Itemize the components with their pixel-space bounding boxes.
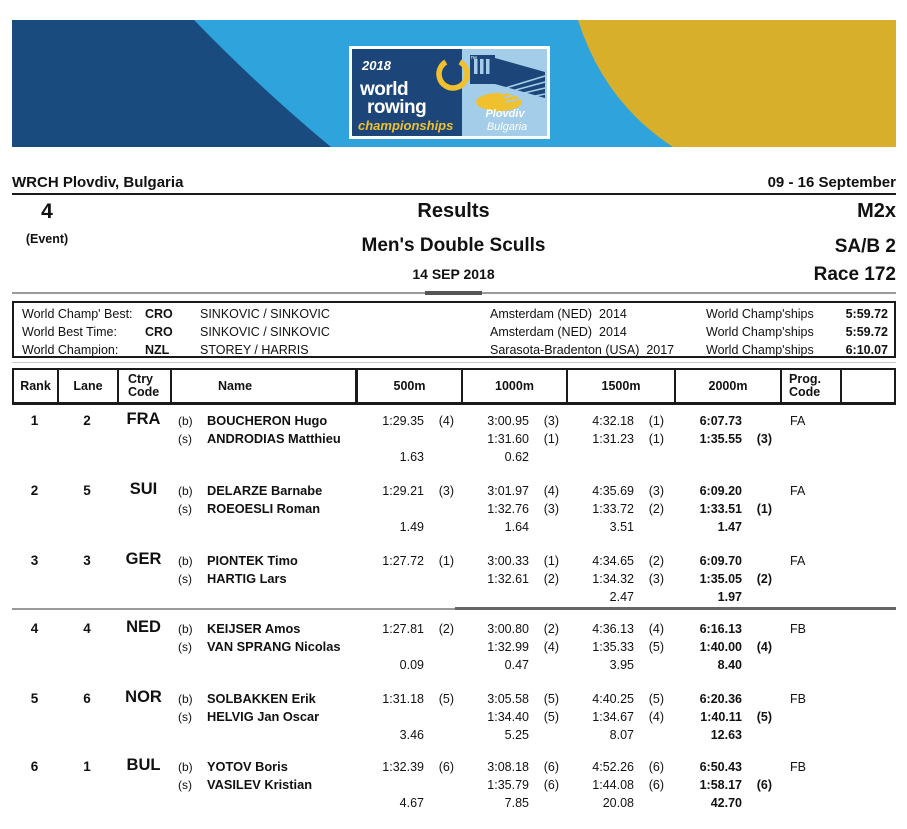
record-label: World Champ' Best: — [22, 307, 133, 321]
rank-1500m: (5) — [648, 692, 664, 706]
rank-2000m — [742, 690, 772, 708]
progression-code: FA — [790, 414, 806, 428]
country-code: FRA — [126, 410, 161, 428]
record-country: CRO — [145, 307, 173, 321]
split-1000m — [463, 482, 568, 545]
lap-rank-2000m: (5) — [756, 710, 772, 724]
lap-rank-500m — [424, 570, 454, 588]
header-name: Name — [172, 370, 358, 402]
logo-word-world: world — [360, 79, 409, 100]
split-1000m — [463, 690, 568, 753]
margin-500m: 3.46 — [399, 728, 424, 742]
record-competition: World Champ'ships — [706, 343, 814, 357]
rank-1000m: (6) — [543, 760, 559, 774]
crew-names — [170, 758, 358, 821]
split-1000m — [463, 620, 568, 683]
lap-1000m: 1:32.61 — [487, 572, 529, 586]
rank-1000m: (5) — [543, 692, 559, 706]
bow-seat-label: (b) — [178, 692, 193, 706]
time-1000m: 3:00.33 — [487, 554, 529, 568]
split-1500m — [568, 412, 676, 475]
rank-500m: (2) — [438, 622, 454, 636]
country-code: SUI — [129, 480, 158, 498]
lap-1000m: 1:35.79 — [487, 778, 529, 792]
split-1000m — [463, 412, 568, 475]
rank-500m: (4) — [438, 414, 454, 428]
result-row — [12, 545, 896, 615]
lap-1500m: 1:31.23 — [592, 432, 634, 446]
header-ctry-code: Ctry Code — [119, 370, 172, 402]
lane-value: 2 — [83, 413, 91, 428]
crew-names — [170, 620, 358, 683]
margin-1500m — [568, 448, 634, 466]
record-time: 5:59.72 — [845, 307, 888, 321]
lap-rank-2000m: (6) — [756, 778, 772, 792]
margin-1500m: 3.95 — [609, 658, 634, 672]
result-row — [12, 751, 896, 821]
split-1500m — [568, 620, 676, 683]
margin-2000m — [676, 448, 742, 466]
result-row — [12, 613, 896, 683]
lap-rank-1000m: (5) — [543, 710, 559, 724]
progression-code: FB — [790, 622, 806, 636]
header-2000m: 2000m — [676, 370, 782, 402]
stroke-rower-name: VAN SPRANG Nicolas — [207, 639, 341, 654]
event-name: Men's Double Sculls — [361, 235, 546, 256]
lap-500m — [358, 570, 424, 588]
lap-2000m: 1:40.11 — [700, 710, 742, 724]
bow-rower-name: BOUCHERON Hugo — [207, 413, 328, 428]
rank-500m: (3) — [438, 484, 454, 498]
crew-names — [170, 412, 358, 475]
rank-1500m: (3) — [648, 484, 664, 498]
rank-1500m: (6) — [648, 760, 664, 774]
lap-2000m: 1:58.17 — [699, 778, 742, 792]
time-500m: 1:29.35 — [382, 414, 424, 428]
margin-2000m: 8.40 — [717, 658, 742, 672]
rank-2000m — [742, 412, 772, 430]
stroke-rower-name: HARTIG Lars — [207, 571, 287, 586]
split-2000m — [676, 482, 782, 545]
lap-rank-500m — [424, 708, 454, 726]
table-top-separator — [12, 362, 896, 363]
rank-value: 5 — [30, 691, 39, 706]
record-venue: Amsterdam (NED) 2014 — [490, 325, 627, 339]
results-table-header — [12, 368, 896, 405]
margin-500m: 4.67 — [399, 796, 424, 810]
margin-1000m: 5.25 — [504, 728, 529, 742]
lap-500m — [358, 430, 424, 448]
page-title: Results — [417, 200, 490, 222]
margin-1000m — [463, 588, 529, 606]
stroke-rower-name: HELVIG Jan Oscar — [207, 709, 320, 724]
time-1500m: 4:35.69 — [592, 484, 634, 498]
time-1000m: 3:01.97 — [487, 484, 529, 498]
rank-2000m — [742, 758, 772, 776]
record-label: World Champion: — [22, 343, 119, 357]
bow-rower-name: SOLBAKKEN Erik — [207, 691, 316, 706]
header-empty — [842, 370, 894, 402]
stroke-seat-label: (s) — [178, 710, 192, 724]
lap-500m — [358, 500, 424, 518]
lap-500m — [358, 708, 424, 726]
stroke-seat-label: (s) — [178, 778, 192, 792]
split-1500m — [568, 482, 676, 545]
finish-time: 6:20.36 — [699, 692, 742, 706]
regatta-header-row — [12, 174, 896, 190]
lap-rank-1500m: (5) — [648, 640, 664, 654]
result-row — [12, 475, 896, 545]
boat-class: M2x — [857, 200, 896, 222]
rank-2000m — [742, 620, 772, 638]
record-venue: Sarasota-Bradenton (USA) 2017 — [490, 343, 675, 357]
lap-500m — [358, 776, 424, 794]
finish-time: 6:07.73 — [699, 414, 742, 428]
bow-seat-label: (b) — [178, 554, 193, 568]
result-row — [12, 683, 896, 753]
stroke-rower-name: ANDRODIAS Matthieu — [207, 431, 341, 446]
record-venue: Amsterdam (NED) 2014 — [490, 307, 627, 321]
country-code: BUL — [126, 756, 161, 774]
lap-rank-500m — [424, 638, 454, 656]
logo-tm: ™ — [470, 56, 477, 63]
margin-2000m: 1.97 — [717, 590, 742, 604]
margin-1500m: 2.47 — [609, 590, 634, 604]
record-country: NZL — [145, 343, 170, 357]
header-rule — [12, 193, 896, 195]
split-2000m — [676, 552, 782, 615]
rank-value: 4 — [30, 621, 39, 636]
regatta-name: WRCH Plovdiv, Bulgaria — [12, 174, 184, 191]
split-500m — [358, 758, 463, 821]
progression-code: FB — [790, 760, 806, 774]
finish-time: 6:16.13 — [699, 622, 742, 636]
lane-value: 3 — [83, 553, 91, 568]
split-2000m — [676, 758, 782, 821]
time-1000m: 3:05.58 — [487, 692, 529, 706]
crew-names — [170, 690, 358, 753]
time-500m: 1:27.72 — [382, 554, 424, 568]
lap-rank-1000m: (1) — [543, 432, 559, 446]
stroke-rower-name: ROEOESLI Roman — [207, 501, 321, 516]
rank-1000m: (4) — [543, 484, 559, 498]
split-500m — [358, 552, 463, 615]
time-1000m: 3:08.18 — [487, 760, 529, 774]
lap-rank-1000m: (4) — [543, 640, 559, 654]
time-500m: 1:32.39 — [382, 760, 424, 774]
logo-word-rowing: rowing — [367, 97, 427, 118]
time-1500m: 4:36.13 — [592, 622, 634, 636]
lap-rank-1500m: (3) — [648, 572, 664, 586]
lap-2000m: 1:35.55 — [699, 432, 742, 446]
bow-seat-label: (b) — [178, 760, 193, 774]
margin-500m: 0.09 — [399, 658, 424, 672]
lap-rank-1500m: (4) — [648, 710, 664, 724]
lap-1000m: 1:32.76 — [487, 502, 529, 516]
time-500m: 1:29.21 — [382, 484, 424, 498]
crew-names — [170, 482, 358, 545]
split-500m — [358, 690, 463, 753]
header-lane: Lane — [59, 370, 119, 402]
rank-1500m: (1) — [648, 414, 664, 428]
country-code: NOR — [125, 688, 162, 706]
stroke-seat-label: (s) — [178, 572, 192, 586]
lap-1000m: 1:32.99 — [487, 640, 529, 654]
split-1500m — [568, 552, 676, 615]
bow-seat-label: (b) — [178, 414, 193, 428]
margin-1000m: 7.85 — [504, 796, 529, 810]
lap-2000m: 1:40.00 — [699, 640, 742, 654]
time-1500m: 4:34.65 — [592, 554, 634, 568]
bow-seat-label: (b) — [178, 622, 193, 636]
rank-1500m: (2) — [648, 554, 664, 568]
margin-1000m: 0.62 — [504, 450, 529, 464]
lap-2000m: 1:33.51 — [699, 502, 742, 516]
rank-1000m: (3) — [543, 414, 559, 428]
world-records-box — [12, 301, 896, 358]
record-row — [14, 306, 894, 324]
crew-names — [170, 552, 358, 615]
lane-value: 5 — [83, 483, 91, 498]
progression-code: FA — [790, 554, 806, 568]
event-number: 4 — [41, 200, 53, 223]
margin-1500m: 3.51 — [609, 520, 634, 534]
logo-year: 2018 — [362, 58, 391, 73]
finish-time: 6:09.70 — [699, 554, 742, 568]
rank-value: 3 — [30, 553, 39, 568]
rank-1000m: (2) — [543, 622, 559, 636]
world-rowing-logo — [349, 46, 550, 139]
split-1500m — [568, 690, 676, 753]
progression-code: FA — [790, 484, 806, 498]
lap-rank-500m — [424, 500, 454, 518]
record-competition: World Champ'ships — [706, 325, 814, 339]
lap-rank-2000m: (2) — [756, 572, 772, 586]
lap-1000m: 1:31.60 — [487, 432, 529, 446]
header-1000m: 1000m — [463, 370, 568, 402]
header-rank: Rank — [14, 370, 59, 402]
lap-500m — [358, 638, 424, 656]
split-2000m — [676, 412, 782, 475]
championships-banner — [12, 20, 896, 147]
time-1500m: 4:32.18 — [592, 414, 634, 428]
time-1500m: 4:52.26 — [592, 760, 634, 774]
record-row — [14, 324, 894, 342]
stroke-rower-name: VASILEV Kristian — [207, 777, 313, 792]
lap-rank-2000m: (3) — [756, 432, 772, 446]
rank-value: 2 — [30, 483, 39, 498]
lap-rank-500m — [424, 776, 454, 794]
record-crew: STOREY / HARRIS — [200, 343, 309, 357]
finish-time: 6:09.20 — [699, 484, 742, 498]
lap-rank-1000m: (2) — [543, 572, 559, 586]
country-code: NED — [126, 618, 161, 636]
margin-2000m: 12.63 — [710, 728, 742, 742]
race-number: Race 172 — [813, 264, 896, 285]
stroke-seat-label: (s) — [178, 432, 192, 446]
bow-rower-name: KEIJSER Amos — [207, 621, 301, 636]
lap-1500m: 1:35.33 — [592, 640, 634, 654]
record-competition: World Champ'ships — [706, 307, 814, 321]
record-crew: SINKOVIC / SINKOVIC — [200, 307, 330, 321]
record-row — [14, 342, 894, 360]
margin-500m — [358, 588, 424, 606]
lane-value: 1 — [83, 759, 91, 774]
lap-rank-2000m: (4) — [756, 640, 772, 654]
split-1000m — [463, 552, 568, 615]
bow-seat-label: (b) — [178, 484, 193, 498]
margin-500m: 1.49 — [399, 520, 424, 534]
lap-2000m: 1:35.05 — [699, 572, 742, 586]
split-2000m — [676, 620, 782, 683]
rank-2000m — [742, 482, 772, 500]
lap-1000m: 1:34.40 — [487, 710, 529, 724]
rank-value: 6 — [30, 759, 39, 774]
race-date: 14 SEP 2018 — [412, 266, 495, 282]
rank-500m: (1) — [438, 554, 454, 568]
lap-1500m: 1:33.72 — [592, 502, 634, 516]
time-1500m: 4:40.25 — [592, 692, 634, 706]
header-1500m: 1500m — [568, 370, 676, 402]
margin-1500m: 20.08 — [602, 796, 634, 810]
result-row — [12, 405, 896, 475]
rank-500m: (6) — [438, 760, 454, 774]
event-label: (Event) — [25, 232, 69, 246]
record-label: World Best Time: — [22, 325, 117, 339]
lap-rank-1500m: (2) — [648, 502, 664, 516]
split-500m — [358, 482, 463, 545]
lap-rank-1000m: (6) — [543, 778, 559, 792]
record-country: CRO — [145, 325, 173, 339]
split-1000m — [463, 758, 568, 821]
time-1000m: 3:00.80 — [487, 622, 529, 636]
split-1500m — [568, 758, 676, 821]
rank-1000m: (1) — [543, 554, 559, 568]
time-1000m: 3:00.95 — [487, 414, 529, 428]
split-2000m — [676, 690, 782, 753]
finish-time: 6:50.43 — [699, 760, 742, 774]
lap-1500m: 1:34.67 — [592, 710, 634, 724]
stroke-seat-label: (s) — [178, 502, 192, 516]
race-phase: SA/B 2 — [834, 236, 896, 257]
rank-value: 1 — [30, 413, 39, 428]
header-500m: 500m — [358, 370, 463, 402]
header-prog-code: Prog. Code — [782, 370, 842, 402]
lane-value: 6 — [83, 691, 91, 706]
record-crew: SINKOVIC / SINKOVIC — [200, 325, 330, 339]
lap-rank-1500m: (1) — [648, 432, 664, 446]
record-time: 5:59.72 — [845, 325, 888, 339]
section-separator — [12, 292, 896, 294]
logo-city: Plovdiv — [485, 108, 525, 120]
rank-2000m — [742, 552, 772, 570]
logo-word-championships: championships — [358, 118, 454, 133]
logo-country: Bulgaria — [486, 121, 528, 133]
lap-rank-500m — [424, 430, 454, 448]
split-500m — [358, 620, 463, 683]
lap-rank-1500m: (6) — [648, 778, 664, 792]
lap-rank-1000m: (3) — [543, 502, 559, 516]
regatta-dates: 09 - 16 September — [767, 174, 896, 191]
margin-500m: 1.63 — [399, 450, 424, 464]
margin-2000m: 42.70 — [710, 796, 742, 810]
fa-fb-divider — [12, 608, 896, 610]
progression-code: FB — [790, 692, 806, 706]
bow-rower-name: DELARZE Barnabe — [207, 483, 323, 498]
time-500m: 1:31.18 — [382, 692, 424, 706]
margin-1500m: 8.07 — [609, 728, 634, 742]
lane-value: 4 — [83, 621, 91, 636]
bow-rower-name: YOTOV Boris — [207, 759, 288, 774]
lap-1500m: 1:44.08 — [592, 778, 634, 792]
lap-rank-2000m: (1) — [756, 502, 772, 516]
record-time: 6:10.07 — [845, 343, 888, 357]
lap-1500m: 1:34.32 — [592, 572, 634, 586]
split-500m — [358, 412, 463, 475]
margin-2000m: 1.47 — [717, 520, 742, 534]
stroke-seat-label: (s) — [178, 640, 192, 654]
margin-1000m: 0.47 — [504, 658, 529, 672]
margin-1000m: 1.64 — [504, 520, 529, 534]
rank-500m: (5) — [438, 692, 454, 706]
country-code: GER — [125, 550, 162, 568]
bow-rower-name: PIONTEK Timo — [207, 553, 298, 568]
time-500m: 1:27.81 — [382, 622, 424, 636]
rank-1500m: (4) — [648, 622, 664, 636]
